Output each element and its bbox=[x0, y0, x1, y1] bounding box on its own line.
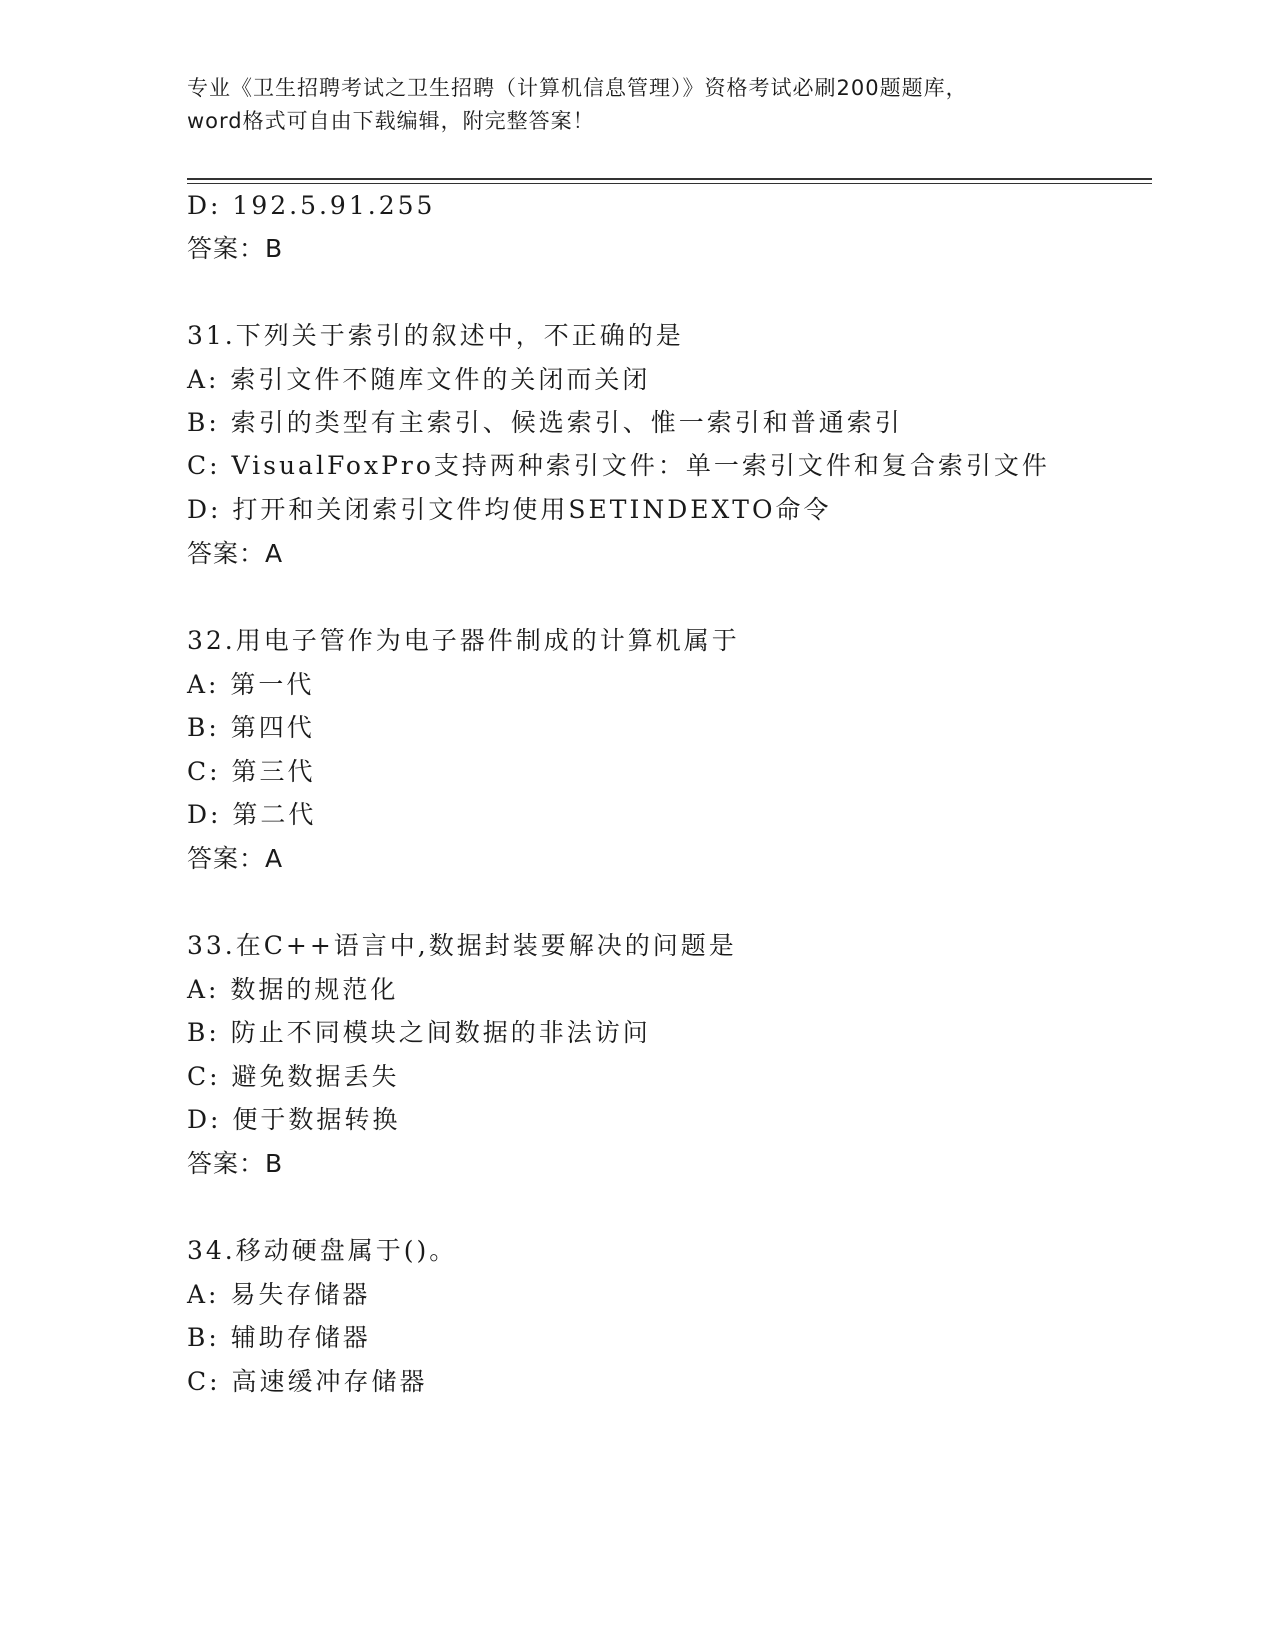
question-31-option-b: B: 索引的类型有主索引、候选索引、惟一索引和普通索引 bbox=[187, 408, 903, 437]
question-32-option-c: C: 第三代 bbox=[187, 757, 316, 786]
question-31-answer: 答案：A bbox=[187, 539, 284, 568]
question-34-option-c: C: 高速缓冲存储器 bbox=[187, 1367, 428, 1396]
question-33-option-b: B: 防止不同模块之间数据的非法访问 bbox=[187, 1018, 651, 1047]
question-31-option-a: A: 索引文件不随库文件的关闭而关闭 bbox=[187, 365, 651, 394]
header-divider-thick bbox=[187, 178, 1152, 180]
question-33-option-d: D: 便于数据转换 bbox=[187, 1105, 401, 1134]
prev-answer: 答案：B bbox=[187, 234, 284, 263]
question-32-stem: 32.用电子管作为电子器件制成的计算机属于 bbox=[187, 626, 740, 655]
question-34-option-b: B: 辅助存储器 bbox=[187, 1323, 371, 1352]
question-32-option-b: B: 第四代 bbox=[187, 713, 315, 742]
question-33-option-c: C: 避免数据丢失 bbox=[187, 1062, 400, 1091]
header-divider-thin bbox=[187, 183, 1152, 184]
question-31-option-c: C: VisualFoxPro支持两种索引文件：单一索引文件和复合索引文件 bbox=[187, 451, 1050, 480]
question-33-answer: 答案：B bbox=[187, 1149, 284, 1178]
question-31-stem: 31.下列关于索引的叙述中，不正确的是 bbox=[187, 321, 684, 350]
question-34-option-a: A: 易失存储器 bbox=[187, 1280, 371, 1309]
question-32-option-a: A: 第一代 bbox=[187, 670, 315, 699]
prev-option-d: D: 192.5.91.255 bbox=[187, 191, 436, 220]
document-header bbox=[187, 72, 1087, 138]
question-33-stem: 33.在C++语言中,数据封装要解决的问题是 bbox=[187, 931, 737, 960]
question-34-stem: 34.移动硬盘属于()。 bbox=[187, 1236, 458, 1265]
question-32-answer: 答案：A bbox=[187, 844, 284, 873]
question-32-option-d: D: 第二代 bbox=[187, 800, 317, 829]
question-33-option-a: A: 数据的规范化 bbox=[187, 975, 399, 1004]
question-31-option-d: D: 打开和关闭索引文件均使用SETINDEXTO命令 bbox=[187, 495, 832, 524]
header-line-1: 专业《卫生招聘考试之卫生招聘（计算机信息管理）》资格考试必刷200题题库， bbox=[187, 76, 968, 100]
header-line-2: word格式可自由下载编辑，附完整答案！ bbox=[187, 109, 595, 133]
